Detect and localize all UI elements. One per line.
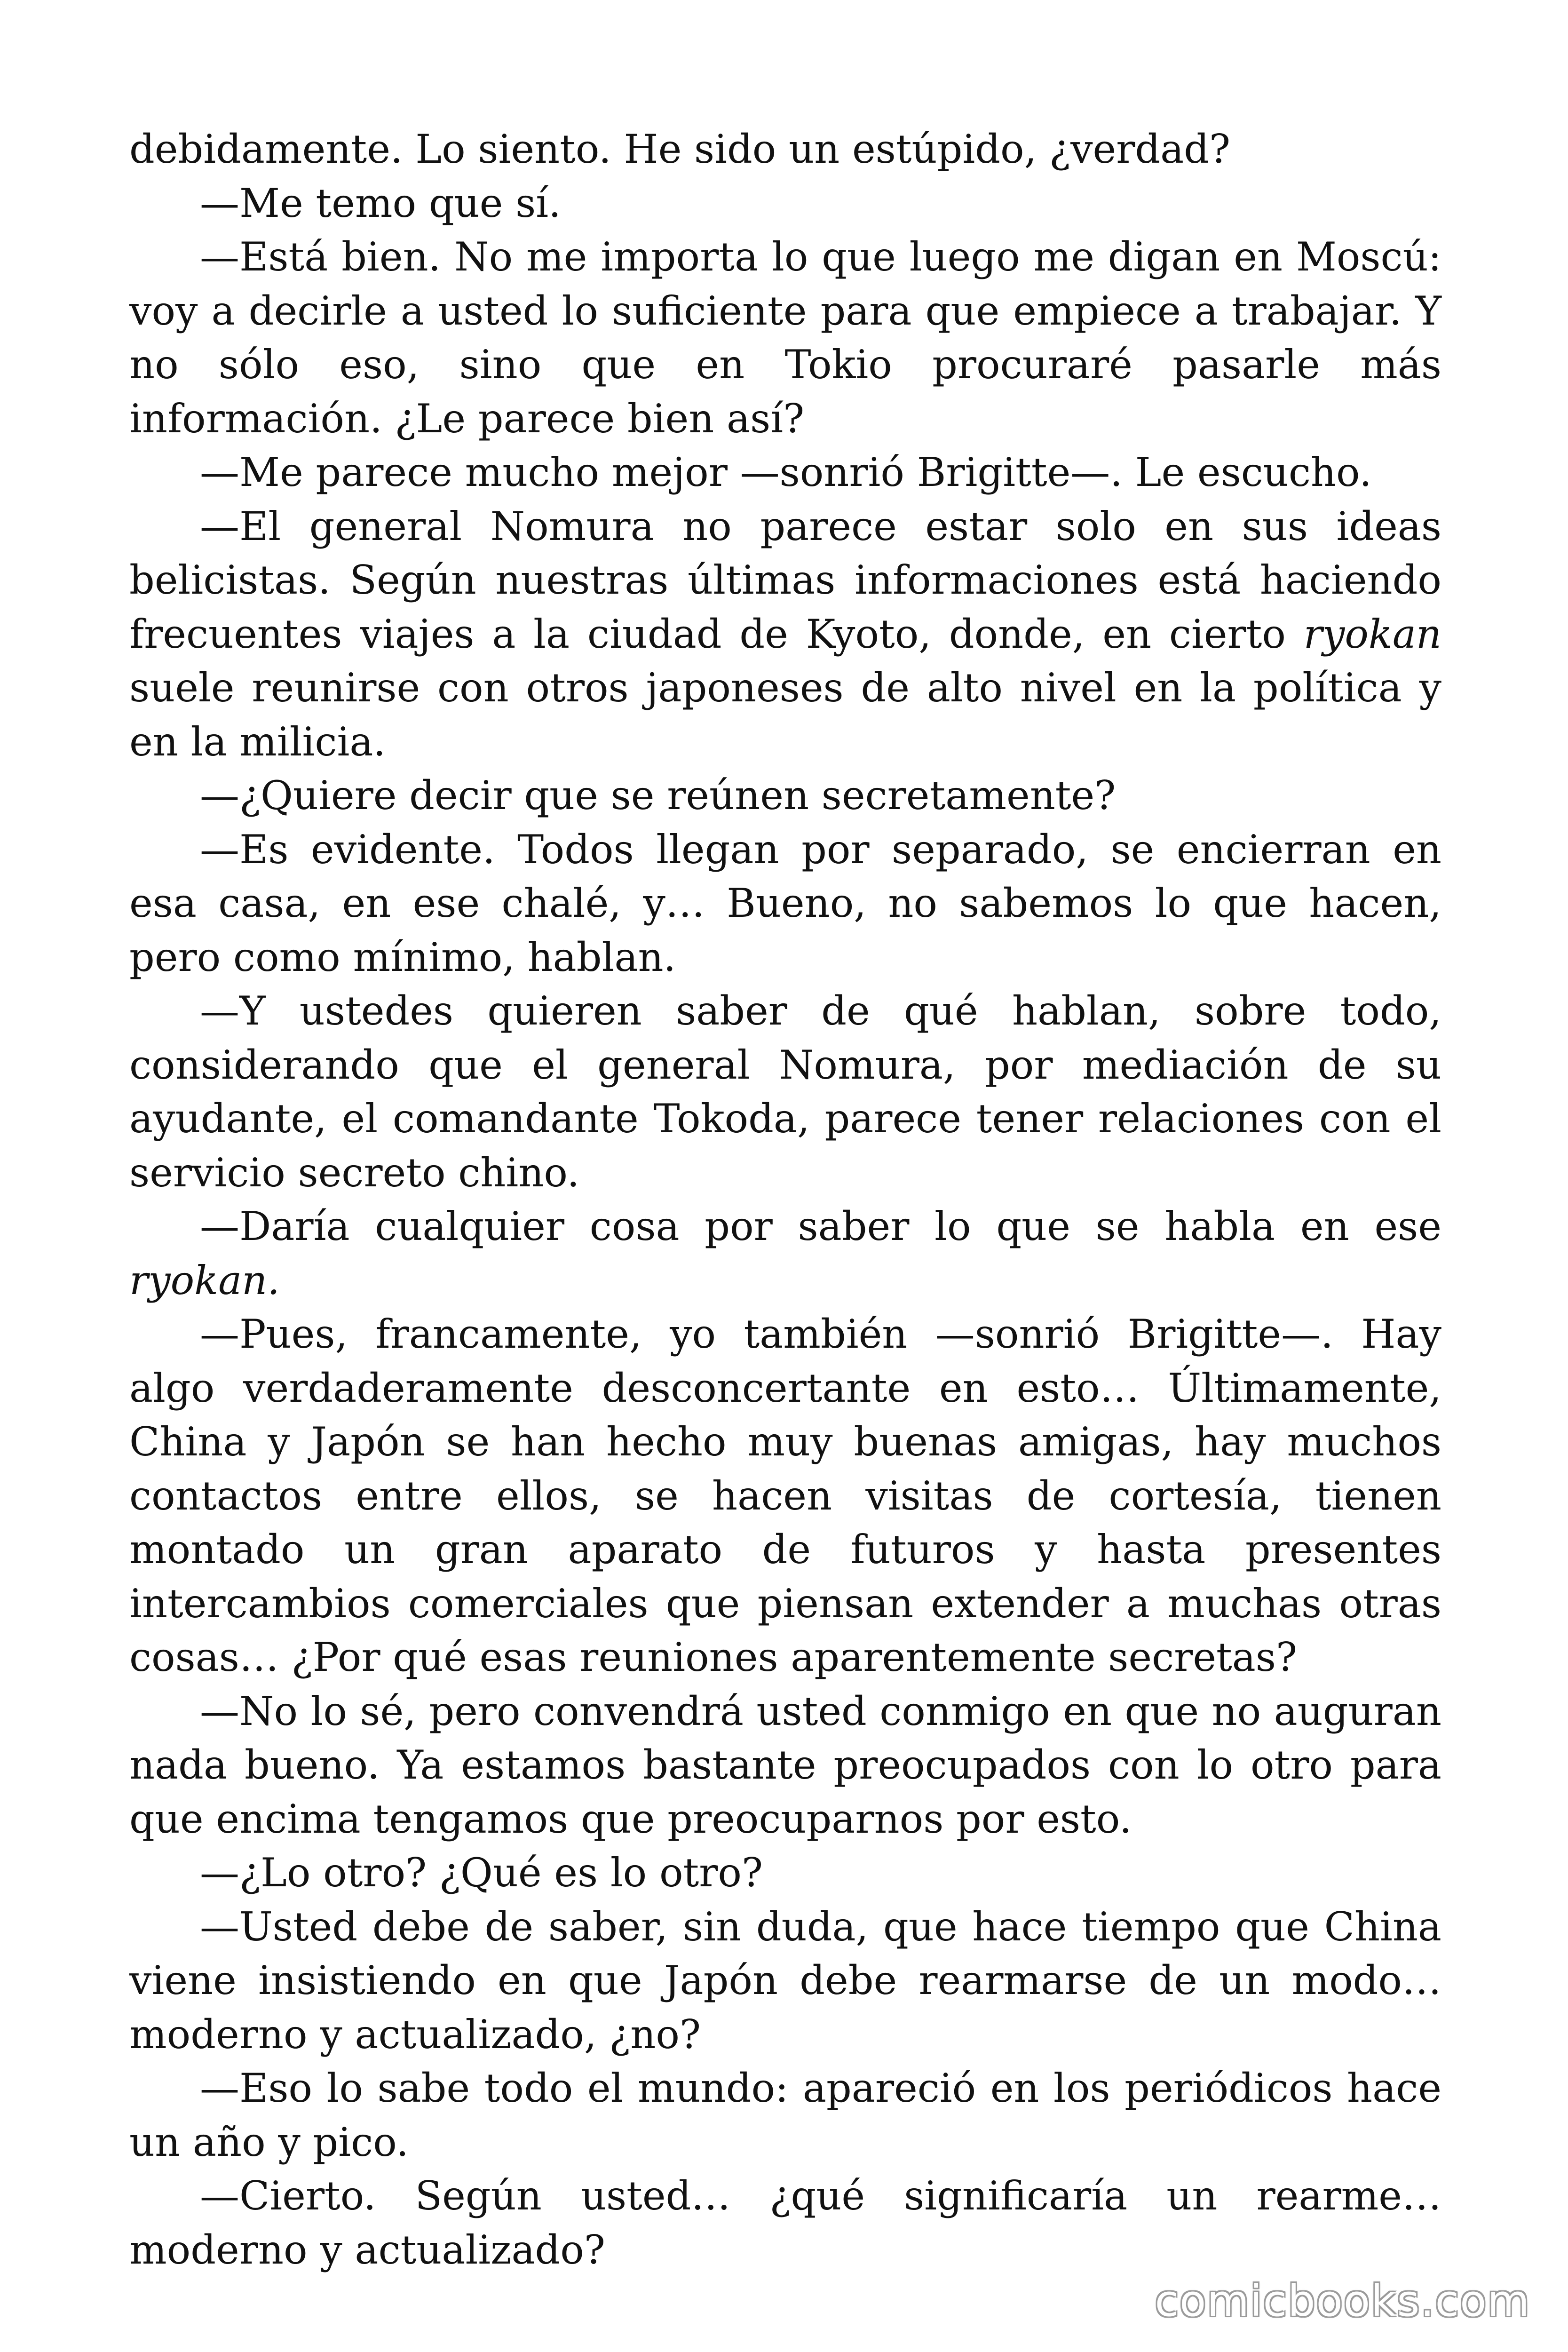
paragraph-text: —Eso lo sabe todo el mundo: apareció en los periódicos hace un año y pico. xyxy=(129,2065,1441,2165)
paragraph-text: —Me parece mucho mejor —sonrió Brigitte—. Le escucho. xyxy=(200,449,1372,495)
paragraph-text: —¿Quiere decir que se reúnen secretamente? xyxy=(200,772,1116,818)
paragraph-text: —Daría cualquier cosa por saber lo que se habla en ese xyxy=(200,1203,1441,1249)
paragraph xyxy=(129,500,1441,769)
italic-term: ryokan xyxy=(1303,611,1441,657)
paragraph xyxy=(129,2169,1441,2277)
paragraph xyxy=(129,176,1441,230)
paragraph xyxy=(129,1900,1441,2062)
paragraph-text: —Es evidente. Todos llegan por separado, se encierran en esa casa, en ese chalé, y… Bueno, no sabemos lo que hacen, pero como mínimo, hablan. xyxy=(129,826,1441,980)
paragraph xyxy=(129,769,1441,823)
paragraph xyxy=(129,984,1441,1200)
paragraph xyxy=(129,2061,1441,2169)
paragraph-text: —Está bien. No me importa lo que luego me digan en Moscú: voy a decirle a usted lo suficiente para que empiece a trabajar. Y no sólo eso, sino que en Tokio procuraré pasarle más información. ¿Le parece bien así? xyxy=(129,234,1441,442)
paragraph xyxy=(129,445,1441,500)
paragraph-text: —Usted debe de saber, sin duda, que hace tiempo que China viene insistiendo en que Japón debe rearmarse de un modo… moderno y actualizado, ¿no? xyxy=(129,1903,1441,2058)
paragraph-text: —¿Lo otro? ¿Qué es lo otro? xyxy=(200,1850,763,1896)
paragraph xyxy=(129,1685,1441,1846)
paragraph-text: —Y ustedes quieren saber de qué hablan, sobre todo, considerando que el general Nomura, por mediación de su ayudante, el comandante Tokoda, parece tener relaciones con el servicio secreto chino. xyxy=(129,988,1441,1196)
italic-term: ryokan. xyxy=(129,1257,280,1303)
paragraph-text: —El general Nomura no parece estar solo en sus ideas belicistas. Según nuestras últimas informaciones está haciendo frecuentes viajes a la ciudad de Kyoto, donde, en cierto xyxy=(129,503,1441,657)
book-page-text xyxy=(129,122,1441,2277)
paragraph xyxy=(129,230,1441,445)
paragraph xyxy=(129,1200,1441,1307)
paragraph-text: —Cierto. Según usted… ¿qué significaría un rearme… moderno y actualizado? xyxy=(129,2173,1441,2273)
paragraph-text: —Me temo que sí. xyxy=(200,180,561,226)
paragraph-text: suele reunirse con otros japoneses de alto nivel en la política y en la milicia. xyxy=(129,665,1441,765)
paragraph-text: —Pues, francamente, yo también —sonrió Brigitte—. Hay algo verdaderamente desconcertante en esto… Últimamente, China y Japón se han hecho muy buenas amigas, hay muchos contactos entre ellos, se hacen visitas de cortesía, tienen montado un gran aparato de futuros y hasta presentes intercambios comerciales que piensan extender a muchas otras cosas… ¿Por qué esas reuniones aparentemente secretas? xyxy=(129,1311,1441,1680)
watermark: comicbooks.com xyxy=(1155,2276,1530,2326)
paragraph xyxy=(129,122,1441,176)
paragraph-text: —No lo sé, pero convendrá usted conmigo en que no auguran nada bueno. Ya estamos bastante preocupados con lo otro para que encima tengamos que preocuparnos por esto. xyxy=(129,1688,1441,1842)
paragraph xyxy=(129,1307,1441,1685)
paragraph-text: debidamente. Lo siento. He sido un estúpido, ¿verdad? xyxy=(129,126,1231,172)
paragraph xyxy=(129,823,1441,985)
paragraph xyxy=(129,1846,1441,1900)
